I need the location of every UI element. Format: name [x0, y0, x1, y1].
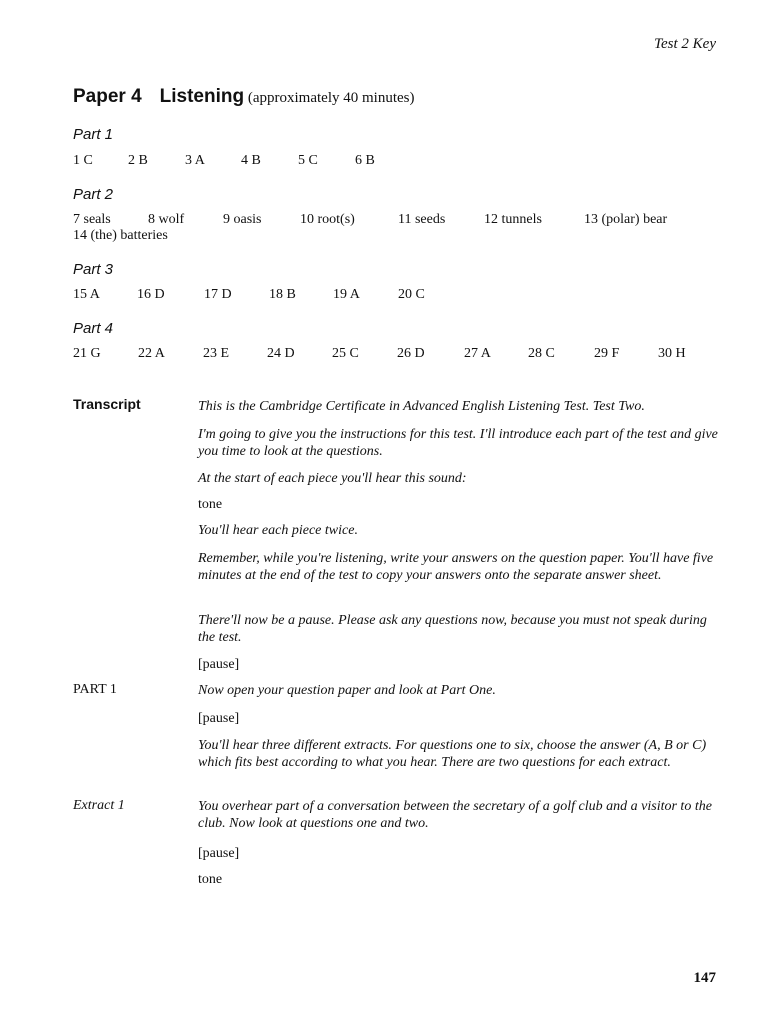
transcript-paragraph: You'll hear each piece twice.: [198, 523, 358, 538]
transcript-paragraph: There'll now be a pause. Please ask any questions now, because you must not speak during the test.: [198, 613, 707, 645]
answer: 19 A: [333, 287, 360, 302]
answer: 27 A: [464, 346, 491, 361]
transcript-paragraph: You'll hear three different extracts. For questions one to six, choose the answer (A, B or C) which fits best according to what you hear. There are two questions for each extract.: [198, 738, 707, 770]
transcript-paragraph: This is the Cambridge Certificate in Advanced English Listening Test. Test Two.: [198, 399, 645, 414]
answer: 29 F: [594, 346, 620, 361]
answer: 23 E: [203, 346, 230, 361]
transcript-paragraph: [pause]: [198, 711, 240, 726]
transcript-paragraph: tone: [198, 872, 223, 887]
answer: 12 tunnels: [484, 212, 542, 227]
answer: 1 C: [73, 153, 93, 168]
transcript-paragraph: tone: [198, 497, 223, 512]
answer: 7 seals: [73, 212, 111, 227]
transcript-paragraph: [pause]: [198, 657, 240, 672]
answer: 6 B: [355, 153, 375, 168]
transcript-paragraph: I'm going to give you the instructions for this test. I'll introduce each part of the test and give you time to look at the questions.: [198, 427, 718, 459]
answer: 20 C: [398, 287, 425, 302]
answer: 21 G: [73, 346, 101, 361]
paper-heading: [73, 86, 415, 108]
answer: 3 A: [185, 153, 205, 168]
answer: 14 (the) batteries: [73, 228, 168, 243]
answer: 22 A: [138, 346, 165, 361]
answer: 15 A: [73, 287, 100, 302]
answer: 26 D: [397, 346, 425, 361]
answer: 10 root(s): [300, 212, 355, 227]
part-1-label: PART 1: [73, 682, 117, 697]
paper-number: Paper 4: [73, 86, 142, 107]
part-2-heading: Part 2: [73, 186, 114, 203]
transcript-paragraph: [pause]: [198, 846, 240, 861]
transcript-paragraph: At the start of each piece you'll hear this sound:: [198, 471, 467, 486]
part-1-heading: Part 1: [73, 126, 114, 143]
extract-1-label: Extract 1: [73, 798, 125, 813]
transcript-paragraph: Remember, while you're listening, write your answers on the question paper. You'll have five minutes at the end of the test to copy your answers onto the separate answer sheet.: [198, 551, 714, 583]
answer: 8 wolf: [148, 212, 185, 227]
answer: 16 D: [137, 287, 165, 302]
part-4-heading: Part 4: [73, 320, 114, 337]
answer: 11 seeds: [398, 212, 446, 227]
answer: 17 D: [204, 287, 232, 302]
transcript-heading: Transcript: [73, 396, 141, 412]
page-number: 147: [693, 970, 716, 986]
answer: 9 oasis: [223, 212, 262, 227]
paper-duration: (approximately 40 minutes): [247, 90, 415, 106]
transcript-paragraph: You overhear part of a conversation between the secretary of a golf club and a visitor to the club. Now look at questions one and two.: [198, 799, 712, 831]
running-head: Test 2 Key: [654, 36, 716, 52]
answer: 5 C: [298, 153, 318, 168]
part-3-heading: Part 3: [73, 261, 114, 278]
answer: 30 H: [658, 346, 686, 361]
answer: 25 C: [332, 346, 359, 361]
answer: 2 B: [128, 153, 148, 168]
answer: 18 B: [269, 287, 296, 302]
answer: 4 B: [241, 153, 261, 168]
answer: 28 C: [528, 346, 555, 361]
transcript-paragraph: Now open your question paper and look at Part One.: [198, 683, 496, 698]
answer: 13 (polar) bear: [584, 212, 668, 227]
paper-section: Listening: [159, 86, 245, 107]
answer: 24 D: [267, 346, 295, 361]
